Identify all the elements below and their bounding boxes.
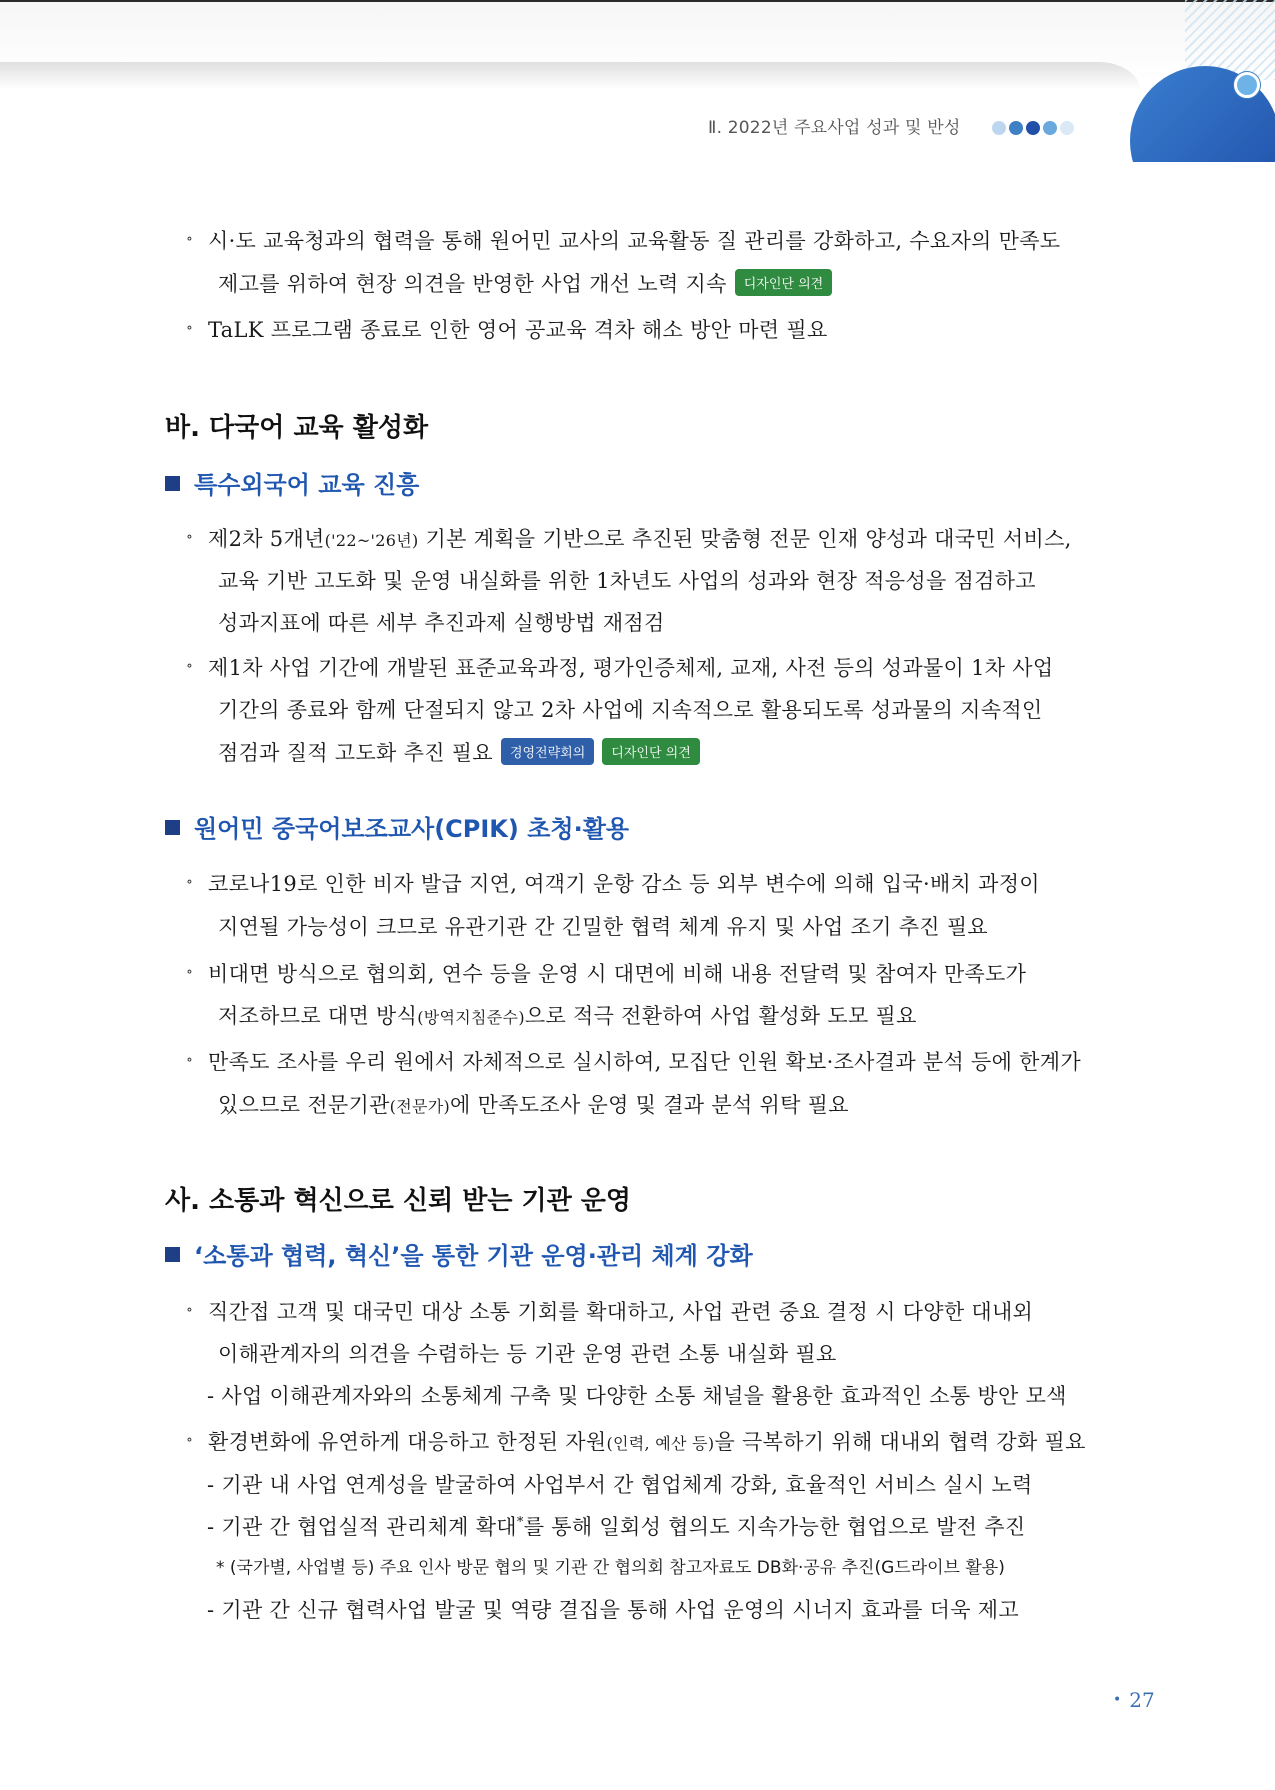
paragraph-line: 성과지표에 따른 세부 추진과제 실행방법 재점검: [218, 611, 665, 635]
dot-icon: [1043, 121, 1057, 135]
paragraph-line: 만족도 조사를 우리 원에서 자체적으로 실시하여, 모집단 인원 확보·조사결과 분석 등에 한계가: [208, 1050, 1081, 1074]
opinion-tag: 디자인단 의견: [735, 269, 832, 296]
paragraph-text: 을 극복하기 위해 대내외 협력 강화 필요: [714, 1430, 1086, 1454]
paragraph-text: 있으므로 전문기관: [218, 1093, 390, 1117]
paragraph-line: 직간접 고객 및 대국민 대상 소통 기회를 확대하고, 사업 관련 중요 결정 시 다양한 대내외: [208, 1300, 1034, 1324]
header-dots: [992, 121, 1074, 135]
dot-icon: [992, 121, 1006, 135]
paragraph-text: 저조하므로 대면 방식: [218, 1004, 418, 1028]
bullet-icon: ∘: [186, 529, 193, 545]
page-number-bullet: •: [1113, 1692, 1122, 1708]
section-heading: 사. 소통과 혁신으로 신뢰 받는 기관 운영: [165, 1186, 632, 1216]
running-header-title: Ⅱ. 2022년 주요사업 성과 및 반성: [708, 118, 961, 138]
footnote: * (국가별, 사업별 등) 주요 인사 방문 협의 및 기관 간 협의회 참고자료도 DB화·공유 추진(G드라이브 활용): [216, 1558, 1005, 1578]
paragraph-line: [218, 268, 832, 298]
paragraph-text: 제2차 5개년: [208, 527, 325, 551]
dot-icon: [1060, 121, 1074, 135]
paragraph-line: TaLK 프로그램 종료로 인한 영어 공교육 격차 해소 방안 마련 필요: [208, 318, 828, 342]
dash-item: - 기관 내 사업 연계성을 발굴하여 사업부서 간 협업체계 강화, 효율적인 서비스 실시 노력: [207, 1473, 1033, 1497]
bullet-icon: ∘: [186, 1432, 193, 1448]
paragraph-text: 를 통해 일회성 협의도 지속가능한 협업으로 발전 추진: [523, 1515, 1026, 1539]
paragraph-line: 비대면 방식으로 협의회, 연수 등을 운영 시 대면에 비해 내용 전달력 및 참여자 만족도가: [208, 962, 1027, 986]
paragraph-line: 제1차 사업 기간에 개발된 표준교육과정, 평가인증체제, 교재, 사전 등의 성과물이 1차 사업: [208, 656, 1054, 680]
page-number-text: 27: [1129, 1688, 1155, 1712]
subsection-title: ‘소통과 협력, 혁신’을 통한 기관 운영·관리 체계 강화: [194, 1242, 753, 1270]
paragraph-line: 기간의 종료와 함께 단절되지 않고 2차 사업에 지속적으로 활용되도록 성과물의 지속적인: [218, 698, 1043, 722]
paragraph-small-text: (전문가): [389, 1097, 451, 1116]
paragraph-line: [218, 1089, 849, 1119]
paragraph-text: - 기관 간 협업실적 관리체계 확대: [207, 1515, 517, 1539]
paragraph-small-text: (인력, 예산 등): [606, 1434, 715, 1453]
paragraph-small-text: ('22~'26년): [324, 531, 419, 550]
dash-item: [207, 1511, 1025, 1541]
bullet-icon: ∘: [186, 964, 193, 980]
paragraph-text: 환경변화에 유연하게 대응하고 한정된 자원: [208, 1430, 607, 1454]
paragraph-line: [208, 1426, 1086, 1456]
paragraph-line: 교육 기반 고도화 및 운영 내실화를 위한 1차년도 사업의 성과와 현장 적응성을 점검하고: [218, 569, 1036, 593]
bullet-icon: ∘: [186, 874, 193, 890]
page-number: [1113, 1688, 1155, 1712]
dot-icon: [1009, 121, 1023, 135]
paragraph-text: 점검과 질적 고도화 추진 필요: [218, 741, 493, 765]
opinion-tag: 디자인단 의견: [602, 738, 699, 765]
paragraph-text: 제고를 위하여 현장 의견을 반영한 사업 개선 노력 지속: [218, 272, 727, 296]
dot-icon: [1026, 121, 1040, 135]
subsection-title: 특수외국어 교육 진흥: [194, 471, 420, 499]
paragraph-small-text: (방역지침준수): [417, 1008, 525, 1027]
paragraph-line: [218, 1000, 917, 1030]
paragraph-line: [218, 737, 700, 767]
strategy-meeting-tag: 경영전략회의: [501, 738, 594, 765]
paragraph-line: 시·도 교육청과의 협력을 통해 원어민 교사의 교육활동 질 관리를 강화하고, 수요자의 만족도: [208, 229, 1061, 253]
section-heading: 바. 다국어 교육 활성화: [165, 413, 429, 443]
bullet-icon: ∘: [186, 1052, 193, 1068]
header-shadow: [0, 62, 1140, 90]
paragraph-text: 기본 계획을 기반으로 추진된 맞춤형 전문 인재 양성과 대국민 서비스,: [418, 527, 1072, 551]
square-bullet-icon: [165, 1247, 180, 1262]
bullet-icon: ∘: [186, 658, 193, 674]
dash-item: - 기관 간 신규 협력사업 발굴 및 역량 결집을 통해 사업 운영의 시너지 효과를 더욱 제고: [207, 1598, 1019, 1622]
subsection-title: 원어민 중국어보조교사(CPIK) 초청·활용: [194, 815, 630, 843]
bullet-icon: ∘: [186, 320, 193, 336]
subsection-heading: [165, 1236, 753, 1271]
header-circle-icon: [1234, 72, 1260, 98]
paragraph-line: 코로나19로 인한 비자 발급 지연, 여객기 운항 감소 등 외부 변수에 의해 입국·배치 과정이: [208, 872, 1040, 896]
paragraph-line: 이해관계자의 의견을 수렴하는 등 기관 운영 관련 소통 내실화 필요: [218, 1342, 837, 1366]
footnote-marker: *: [516, 1515, 524, 1530]
paragraph-line: [208, 523, 1072, 553]
paragraph-line: 지연될 가능성이 크므로 유관기관 간 긴밀한 협력 체계 유지 및 사업 조기 추진 필요: [218, 915, 989, 939]
paragraph-text: 에 만족도조사 운영 및 결과 분석 위탁 필요: [450, 1093, 849, 1117]
square-bullet-icon: [165, 820, 180, 835]
square-bullet-icon: [165, 476, 180, 491]
subsection-heading: [165, 809, 629, 844]
subsection-heading: [165, 465, 419, 500]
paragraph-text: 으로 적극 전환하여 사업 활성화 도모 필요: [524, 1004, 917, 1028]
bullet-icon: ∘: [186, 1302, 193, 1318]
bullet-icon: ∘: [186, 231, 193, 247]
dash-item: - 사업 이해관계자와의 소통체계 구축 및 다양한 소통 채널을 활용한 효과적인 소통 방안 모색: [207, 1384, 1067, 1408]
